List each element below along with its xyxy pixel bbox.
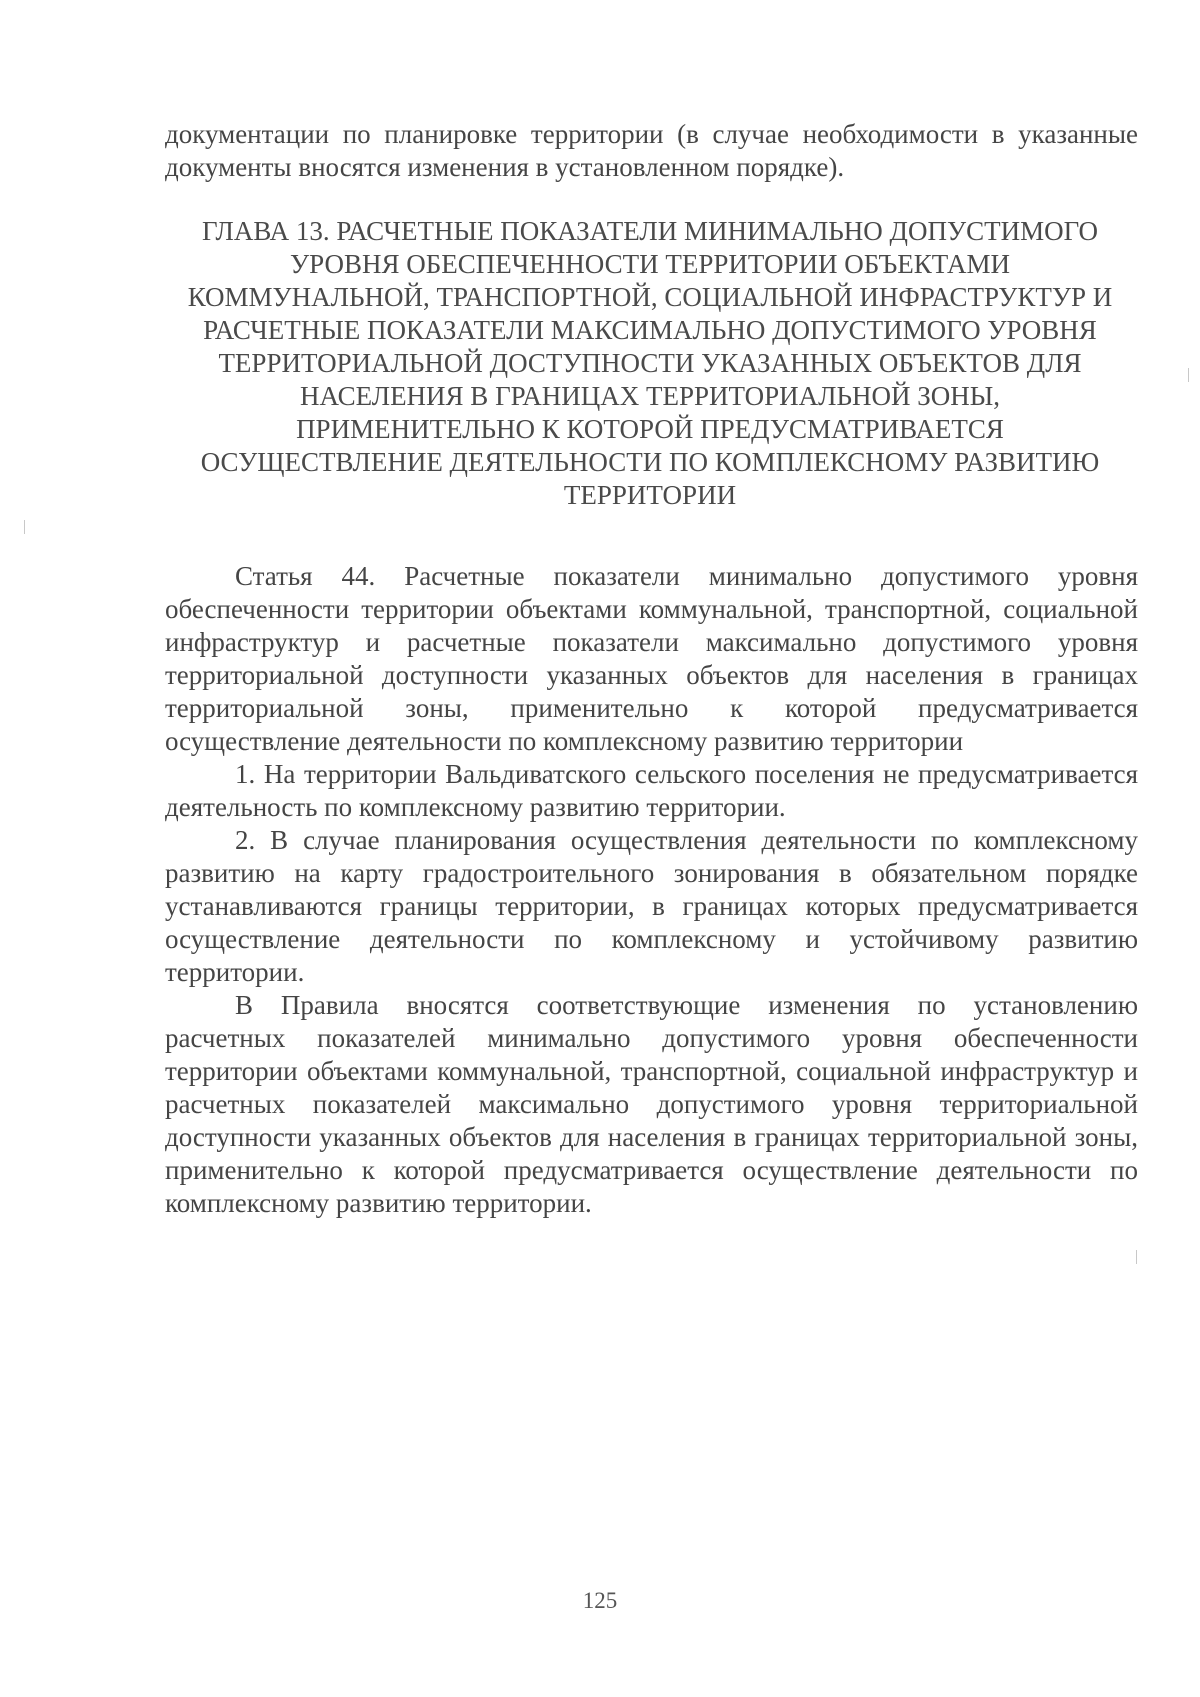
- chapter-title-line: ОСУЩЕСТВЛЕНИЕ ДЕЯТЕЛЬНОСТИ ПО КОМПЛЕКСНОМУ РАЗВИТИЮ: [200, 447, 1100, 477]
- chapter-title-line: ГЛАВА 13. РАСЧЕТНЫЕ ПОКАЗАТЕЛИ МИНИМАЛЬНО ДОПУСТИМОГО: [201, 216, 1099, 246]
- chapter-title-line: УРОВНЯ ОБЕСПЕЧЕННОСТИ ТЕРРИТОРИИ ОБЪЕКТАМИ: [290, 249, 1010, 279]
- chapter-title-line: РАСЧЕТНЫЕ ПОКАЗАТЕЛИ МАКСИМАЛЬНО ДОПУСТИМОГО УРОВНЯ: [203, 315, 1097, 345]
- chapter-title-line: ТЕРРИТОРИИ: [563, 480, 737, 510]
- scan-artifact: [1136, 1250, 1137, 1264]
- chapter-title-line: КОММУНАЛЬНОЙ, ТРАНСПОРТНОЙ, СОЦИАЛЬНОЙ ИНФРАСТРУКТУР И: [187, 282, 1113, 312]
- chapter-title: [155, 215, 1145, 512]
- chapter-title-line: НАСЕЛЕНИЯ В ГРАНИЦАХ ТЕРРИТОРИАЛЬНОЙ ЗОНЫ,: [299, 381, 1001, 411]
- article-body: [165, 560, 1138, 1220]
- article-heading: Статья 44. Расчетные показатели минимально допустимого уровня обеспеченности территории объектами коммунальной, транспортной, социальной инфраструктур и расчетные показатели максимально допустимого уровня территориальной доступности указанных объектов для населения в границах территориальной зоны, применительно к которой предусматривается осуществление деятельности по комплексному развитию территории: [165, 561, 1138, 756]
- scan-artifact: [1188, 368, 1189, 382]
- closing-paragraph: В Правила вносятся соответствующие изменения по установлению расчетных показателей минимально допустимого уровня обеспеченности территории объектами коммунальной, транспортной, социальной инфраструктур и расчетных показателей максимально допустимого уровня территориальной доступности указанных объектов для населения в границах территориальной зоны, применительно к которой предусматривается осуществление деятельности по комплексному развитию территории.: [165, 990, 1138, 1218]
- article-point-2: 2. В случае планирования осуществления деятельности по комплексному развитию на карту градостроительного зонирования в обязательном порядке устанавливаются границы территории, в границах которых предусматривается осуществление деятельности по комплексному и устойчивому развитию территории.: [165, 825, 1138, 987]
- chapter-title-line: ТЕРРИТОРИАЛЬНОЙ ДОСТУПНОСТИ УКАЗАННЫХ ОБЪЕКТОВ ДЛЯ: [218, 348, 1082, 378]
- article-point-1: 1. На территории Вальдиватского сельского поселения не предусматривается деятельность по комплексному развитию территории.: [165, 759, 1138, 822]
- chapter-title-line: ПРИМЕНИТЕЛЬНО К КОТОРОЙ ПРЕДУСМАТРИВАЕТСЯ: [296, 414, 1004, 444]
- page-number: 125: [582, 1588, 618, 1613]
- scan-artifact: [24, 520, 25, 534]
- intro-paragraph: документации по планировке территории (в случае необходимости в указанные документы вносятся изменения в установленном порядке).: [165, 119, 1138, 182]
